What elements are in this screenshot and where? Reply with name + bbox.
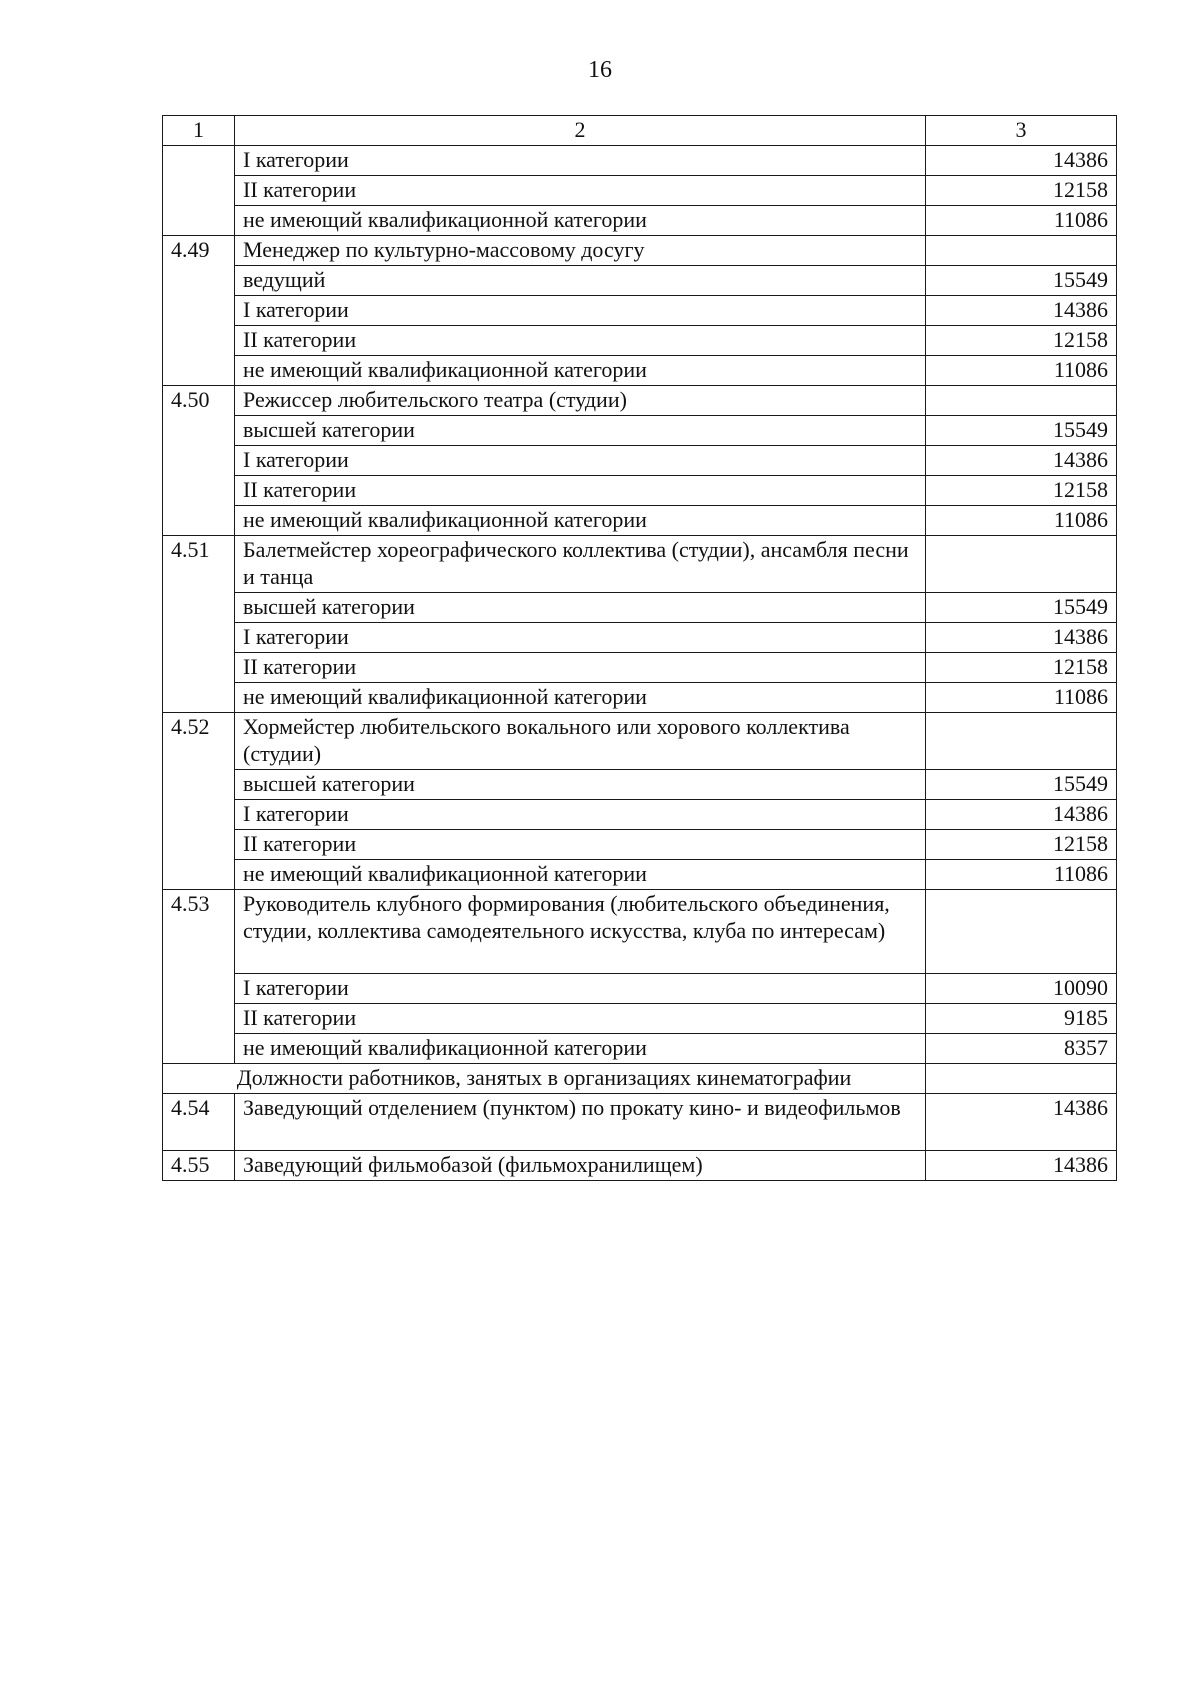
salary-table	[162, 115, 1117, 1181]
table-row	[163, 1094, 1117, 1151]
table-row	[163, 296, 1117, 326]
salary-value: 12158	[926, 830, 1117, 860]
salary-value: 14386	[926, 446, 1117, 476]
category-label: I категории	[235, 296, 926, 326]
row-number	[163, 146, 235, 236]
table-row	[163, 236, 1117, 266]
position-title: Режиссер любительского театра (студии)	[235, 386, 926, 416]
table-row	[163, 446, 1117, 476]
row-number: 4.55	[163, 1151, 235, 1181]
salary-value: 14386	[926, 800, 1117, 830]
salary-value	[926, 236, 1117, 266]
table-row	[163, 326, 1117, 356]
category-label: не имеющий квалификационной категории	[235, 1034, 926, 1064]
category-label: высшей категории	[235, 416, 926, 446]
page-number: 16	[588, 57, 612, 83]
row-number: 4.50	[163, 386, 235, 536]
category-label: ведущий	[235, 266, 926, 296]
category-label: I категории	[235, 146, 926, 176]
table-row	[163, 1034, 1117, 1064]
table-row	[163, 800, 1117, 830]
salary-value	[926, 713, 1117, 770]
table-body	[163, 146, 1117, 1181]
row-number: 4.52	[163, 713, 235, 890]
position-title: Заведующий отделением (пунктом) по прокату кино- и видеофильмов	[235, 1094, 926, 1151]
position-title: Балетмейстер хореографического коллектива (студии), ансамбля песни и танца	[235, 536, 926, 593]
row-number: 4.51	[163, 536, 235, 713]
category-label: II категории	[235, 176, 926, 206]
position-title: Руководитель клубного формирования (любительского объединения, студии, коллектива самодеятельного искусства, клуба по интересам)	[235, 890, 926, 974]
category-label: не имеющий квалификационной категории	[235, 860, 926, 890]
table-row	[163, 890, 1117, 974]
table-row	[163, 1064, 1117, 1094]
salary-value	[926, 1064, 1117, 1094]
salary-value: 15549	[926, 266, 1117, 296]
table-row	[163, 356, 1117, 386]
table-row	[163, 653, 1117, 683]
category-label: II категории	[235, 476, 926, 506]
salary-value: 14386	[926, 146, 1117, 176]
table-row	[163, 176, 1117, 206]
category-label: II категории	[235, 1004, 926, 1034]
salary-value: 14386	[926, 1094, 1117, 1151]
table-row	[163, 266, 1117, 296]
table-row	[163, 1151, 1117, 1181]
table-row	[163, 974, 1117, 1004]
header-col-1: 1	[163, 116, 235, 146]
salary-value: 8357	[926, 1034, 1117, 1064]
table-row	[163, 713, 1117, 770]
position-title: Менеджер по культурно-массовому досугу	[235, 236, 926, 266]
salary-value: 11086	[926, 860, 1117, 890]
position-title: Заведующий фильмобазой (фильмохранилищем)	[235, 1151, 926, 1181]
category-label: не имеющий квалификационной категории	[235, 206, 926, 236]
salary-value: 11086	[926, 683, 1117, 713]
table-row	[163, 770, 1117, 800]
category-label: I категории	[235, 446, 926, 476]
table-row	[163, 860, 1117, 890]
salary-value: 15549	[926, 770, 1117, 800]
row-number: 4.49	[163, 236, 235, 386]
section-heading: Должности работников, занятых в организациях кинематографии	[163, 1064, 926, 1094]
salary-value: 15549	[926, 593, 1117, 623]
table-row	[163, 683, 1117, 713]
salary-value: 11086	[926, 206, 1117, 236]
table-header-row	[163, 116, 1117, 146]
position-title: Хормейстер любительского вокального или хорового коллектива (студии)	[235, 713, 926, 770]
header-col-3: 3	[926, 116, 1117, 146]
row-number: 4.54	[163, 1094, 235, 1151]
salary-value: 14386	[926, 296, 1117, 326]
salary-value: 9185	[926, 1004, 1117, 1034]
table-row	[163, 506, 1117, 536]
row-number: 4.53	[163, 890, 235, 1064]
table-row	[163, 830, 1117, 860]
header-col-2: 2	[235, 116, 926, 146]
salary-value	[926, 386, 1117, 416]
table-row	[163, 206, 1117, 236]
category-label: не имеющий квалификационной категории	[235, 356, 926, 386]
table-row	[163, 416, 1117, 446]
salary-value: 12158	[926, 326, 1117, 356]
salary-value	[926, 536, 1117, 593]
category-label: высшей категории	[235, 770, 926, 800]
category-label: II категории	[235, 830, 926, 860]
table-row	[163, 593, 1117, 623]
salary-value	[926, 890, 1117, 974]
salary-value: 12158	[926, 176, 1117, 206]
table-row	[163, 536, 1117, 593]
table-row	[163, 476, 1117, 506]
salary-value: 12158	[926, 653, 1117, 683]
category-label: II категории	[235, 653, 926, 683]
table-row	[163, 146, 1117, 176]
salary-value: 15549	[926, 416, 1117, 446]
salary-value: 10090	[926, 974, 1117, 1004]
category-label: высшей категории	[235, 593, 926, 623]
category-label: I категории	[235, 800, 926, 830]
category-label: II категории	[235, 326, 926, 356]
salary-value: 11086	[926, 356, 1117, 386]
salary-value: 11086	[926, 506, 1117, 536]
salary-value: 14386	[926, 623, 1117, 653]
table-row	[163, 1004, 1117, 1034]
category-label: не имеющий квалификационной категории	[235, 506, 926, 536]
table-row	[163, 386, 1117, 416]
category-label: I категории	[235, 974, 926, 1004]
table-row	[163, 623, 1117, 653]
salary-value: 12158	[926, 476, 1117, 506]
category-label: не имеющий квалификационной категории	[235, 683, 926, 713]
salary-value: 14386	[926, 1151, 1117, 1181]
category-label: I категории	[235, 623, 926, 653]
